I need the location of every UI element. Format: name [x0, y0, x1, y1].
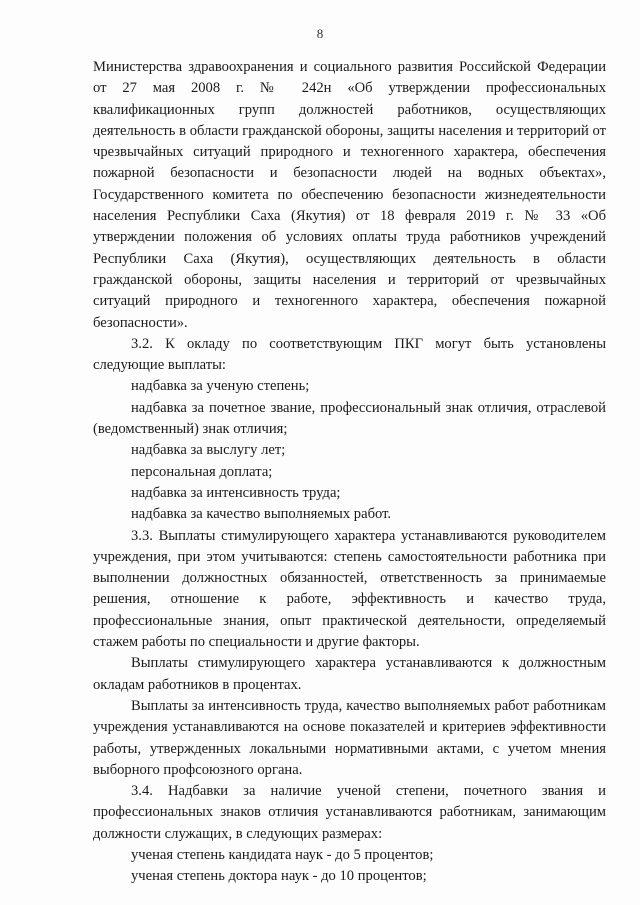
list-item: надбавка за почетное звание, профессиональный знак отличия, отраслевой (ведомственный) знак отличия; — [93, 399, 606, 438]
page-number: 8 — [316, 26, 324, 41]
paragraph-3-3: 3.3. Выплаты стимулирующего характера устанавливаются руководителем учреждения, при этом учитываются: степень самостоятельности работника при выполнении должностных обязанностей, ответственность за принимаемые решения, отношение к работе, эффективность и качество труда, профессиональные знания, опыт практической деятельности, определяемый стажем работы по специальности и другие факторы. — [93, 527, 606, 651]
list-item: персональная доплата; — [131, 463, 273, 480]
list-item: надбавка за качество выполняемых работ. — [131, 506, 392, 523]
list-item: ученая степень кандидата наук - до 5 процентов; — [131, 846, 434, 863]
paragraph-regulation-references: Министерства здравоохранения и социального развития Российской Федерации от 27 мая 2008 г. № 242н «Об утверждении профессиональных квалификационных групп должностей работников, осуществляющих деятельность в области гражданской обороны, защиты населения и территорий от чрезвычайных ситуаций природного и техногенного характера, обеспечения пожарной безопасности и безопасности людей на водных объектах», Государственного комитета по обеспечению безопасности жизнедеятельности населения Республики Саха (Якутия) от 18 февраля 2019 г. № 33 «Об утверждении положения об условиях оплаты труда работников учреждений Республики Саха (Якутия), осуществляющих деятельность в области гражданской обороны, защиты населения и территорий от чрезвычайных ситуаций природного и техногенного характера, обеспечения пожарной безопасности». — [93, 59, 606, 331]
list-item: надбавка за интенсивность труда; — [131, 484, 341, 501]
list-item: надбавка за ученую степень; — [131, 378, 310, 395]
paragraph-stimulus-percent: Выплаты стимулирующего характера устанавливаются к должностным окладам работников в процентах. — [93, 655, 606, 693]
list-item: ученая степень доктора наук - до 10 процентов; — [131, 868, 427, 885]
paragraph-3-4: 3.4. Надбавки за наличие ученой степени, почетного звания и профессиональных знаков отличия устанавливаются работникам, занимающим должности служащих, в следующих размерах: — [93, 783, 606, 842]
paragraph-intensity-payments: Выплаты за интенсивность труда, качество выполняемых работ работникам учреждения устанавливаются на основе показателей и критериев эффективности работы, утвержденных локальными нормативными актами, с учетом мнения выборного профсоюзного органа. — [93, 697, 606, 778]
paragraph-3-2: 3.2. К окладу по соответствующим ПКГ могут быть установлены следующие выплаты: — [93, 335, 606, 374]
list-item: надбавка за выслугу лет; — [131, 442, 286, 459]
document-body — [93, 57, 606, 888]
